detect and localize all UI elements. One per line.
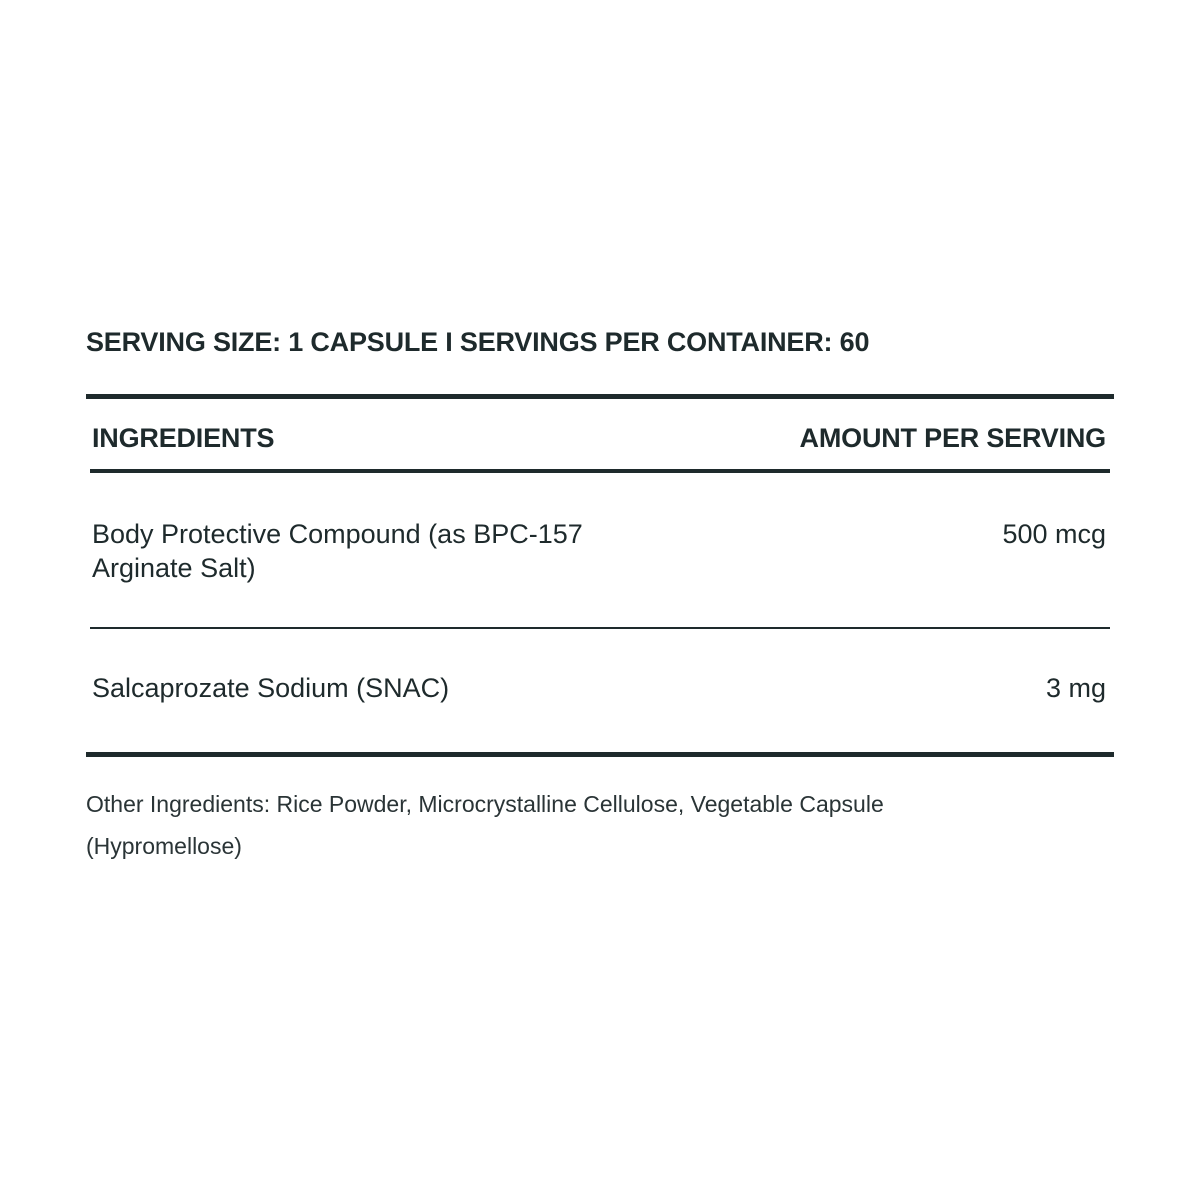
ingredient-amount: 500 mcg xyxy=(1002,519,1106,549)
ingredient-amount: 3 mg xyxy=(1045,673,1106,703)
ingredient-name: Body Protective Compound (as BPC-157 Arginate Salt) xyxy=(92,519,583,583)
header-rule xyxy=(90,469,1110,473)
ingredients-header: INGREDIENTS xyxy=(92,423,275,453)
ingredient-name: Salcaprozate Sodium (SNAC) xyxy=(92,673,450,703)
other-ingredients-text: Other Ingredients: Rice Powder, Microcrystalline Cellulose, Vegetable Capsule (Hypromellose) xyxy=(86,791,884,859)
serving-size-line: SERVING SIZE: 1 CAPSULE I SERVINGS PER CONTAINER: 60 xyxy=(86,327,870,357)
row-divider xyxy=(90,627,1110,629)
amount-per-serving-header: AMOUNT PER SERVING xyxy=(799,423,1106,453)
table-top-rule xyxy=(86,394,1114,399)
table-bottom-rule xyxy=(86,752,1114,757)
